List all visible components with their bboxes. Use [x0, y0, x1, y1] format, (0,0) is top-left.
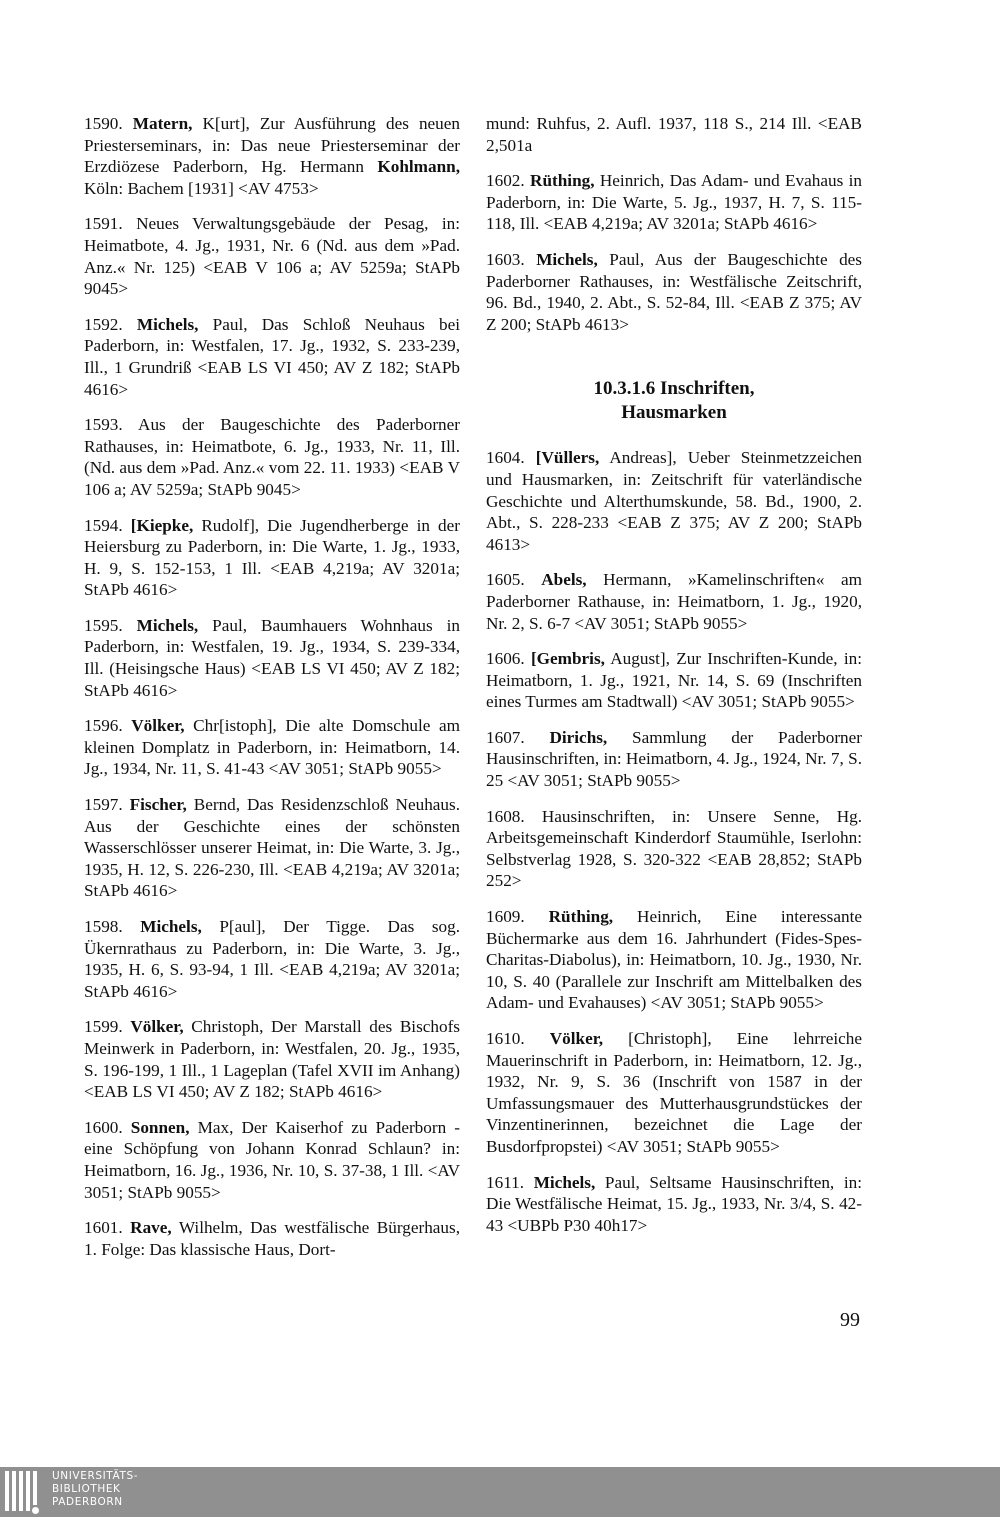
entry-author: Völker, — [549, 1029, 604, 1048]
bibliography-entry — [486, 906, 862, 1014]
section-heading-line2: Hausmarken — [621, 402, 727, 424]
library-footer — [0, 1467, 1000, 1517]
bibliography-entry — [84, 515, 460, 601]
entry-text: Aus der Baugeschichte des Paderborner Rathauses, in: Heimatbote, 6. Jg., 1933, Nr. 11, Ill. (Nd. aus dem »Pad. Anz.« vom 22. 11. 1933) <EAB V 106 a; AV 5259a; StAPb 9045> — [84, 415, 460, 499]
entry-author: Rüthing, — [548, 907, 614, 927]
entry-text: Paul, Seltsame Hausinschriften, in: Die Westfälische Heimat, 15. Jg., 1933, Nr. 3/4, S. 42-43 <UBPb P30 40h17> — [486, 1172, 862, 1235]
entry-text: Paul, Aus der Baugeschichte des Paderborner Rathauses, in: Westfälische Zeitschrift, 96. Bd., 1940, 2. Abt., S. 52-84, Ill. <EAB Z 375; AV Z 200; StAPb 4613> — [486, 249, 862, 334]
entry-text: Rudolf], Die Jugendherberge in der Heiersburg zu Paderborn, in: Die Warte, 1. Jg., 1933, H. 9, S. 152-153, 1 Ill. <EAB 4,219a; AV 3201a; StAPb 4616> — [84, 515, 460, 600]
entry-text: Köln: Bachem [1931] <AV 4753> — [84, 178, 319, 198]
entry-number: 1598. — [84, 917, 123, 936]
entry-text: Christoph, Der Marstall des Bischofs Meinwerk in Paderborn, in: Westfalen, 20. Jg., 1935, S. 196-199, 1 Ill., 1 Lageplan (Tafel XVII im Anhang) <EAB LS VI 450; AV Z 182; StAPb 4616> — [84, 1017, 460, 1102]
entry-number: 1591. — [84, 214, 123, 234]
entry-author: Michels, — [136, 314, 199, 334]
right-column — [486, 113, 862, 1250]
entry-author: Fischer, — [129, 795, 187, 815]
bibliography-entry — [84, 113, 460, 199]
bibliography-entry — [84, 916, 460, 1002]
bibliography-entry — [486, 569, 862, 634]
entry-number: 1610. — [486, 1029, 525, 1048]
entry-text: Max, Der Kaiserhof zu Paderborn - eine Schöpfung von Johann Konrad Schlaun? in: Heimatborn, 16. Jg., 1936, Nr. 10, S. 37-38, 1 Ill. <AV 3051; StAPb 9055> — [84, 1117, 460, 1202]
entry-number: 1605. — [486, 570, 525, 590]
entry-number: 1608. — [486, 806, 525, 826]
bibliography-entry — [486, 170, 862, 235]
entry-number: 1597. — [84, 795, 123, 815]
entry-number: 1606. — [486, 649, 525, 669]
entry-text: K[urt], Zur Ausführung des neuen Priesterseminars, in: Das neue Priesterseminar der Erzdiözese Paderborn, Hg. Hermann — [84, 114, 461, 177]
entry-number: 1600. — [84, 1117, 123, 1137]
entry-text: mund: Ruhfus, 2. Aufl. 1937, 118 S., 214 Ill. <EAB 2,501a — [486, 114, 862, 155]
entry-author: Dirichs, — [549, 727, 608, 747]
bibliography-entry — [486, 806, 862, 892]
bibliography-entry — [84, 314, 460, 400]
section-heading — [486, 377, 862, 425]
bibliography-entry — [486, 447, 862, 555]
library-name-line2: BIBLIOTHEK — [52, 1483, 121, 1495]
entry-author: Michels, — [533, 1172, 596, 1192]
bibliography-entry — [486, 113, 862, 156]
entry-text: Heinrich, Eine interessante Büchermarke aus dem 16. Jahrhundert (Fides-Spes-Charitas-Diabolus), in: Heimatborn, 10. Jg., 1930, Nr. 10, S. 40 (Parallele zur Inschrift am Mittelbalken des Adam- und Evahauses) <AV 3051; StAPb 9055> — [486, 907, 862, 1013]
entry-number: 1595. — [84, 615, 123, 635]
section-heading-line1: 10.3.1.6 Inschriften, — [593, 378, 755, 400]
entry-text: Hermann, »Kamelinschriften« am Paderborner Rathause, in: Heimatborn, 1. Jg., 1920, Nr. 2, S. 6-7 <AV 3051; StAPb 9055> — [486, 570, 863, 633]
entry-text: Andreas], Ueber Steinmetzzeichen und Hausmarken, in: Zeitschrift für vaterländische Geschichte und Alterthumskunde, 58. Bd., 1900, 2. Abt., S. 228-233 <EAB Z 375; AV Z 200; StAPb 4613> — [486, 448, 862, 554]
entry-number: 1593. — [84, 415, 123, 435]
entry-number: 1592. — [84, 314, 123, 334]
entry-author: Michels, — [140, 917, 202, 936]
right-column-entries-top — [486, 113, 862, 335]
entry-text: Chr[istoph], Die alte Domschule am kleinen Domplatz in Paderborn, in: Heimatborn, 14. Jg., 1934, Nr. 11, S. 41-43 <AV 3051; StAPb 9055> — [84, 716, 461, 779]
entry-text: Neues Verwaltungsgebäude der Pesag, in: Heimatbote, 4. Jg., 1931, Nr. 6 (Nd. aus dem »Pad. Anz.« Nr. 125) <EAB V 106 a; AV 5259a; StAPb 9045> — [84, 214, 460, 299]
entry-number: 1602. — [486, 171, 525, 191]
bibliography-entry — [84, 1217, 460, 1260]
right-column-entries-bottom — [486, 447, 862, 1236]
library-name-line3: PADERBORN — [52, 1496, 123, 1508]
bibliography-entry — [486, 1028, 862, 1158]
entry-author: Rüthing, — [530, 171, 595, 191]
library-name-line1: UNIVERSITÄTS- — [52, 1470, 139, 1482]
entry-number: 1590. — [84, 114, 123, 133]
entry-number: 1609. — [486, 907, 525, 927]
entry-text: Heinrich, Das Adam- und Evahaus in Paderborn, in: Die Warte, 5. Jg., 1937, H. 7, S. 115-118, Ill. <EAB 4,219a; AV 3201a; StAPb 4616> — [486, 171, 863, 234]
bibliography-entry — [84, 1117, 460, 1203]
library-name — [52, 1470, 138, 1509]
bibliography-entry — [84, 615, 460, 701]
entry-author: [Vüllers, — [535, 448, 600, 468]
entry-author: Abels, — [541, 570, 587, 590]
bibliography-entry — [486, 648, 862, 713]
entry-author: Rave, — [130, 1218, 172, 1238]
entry-text: August], Zur Inschriften-Kunde, in: Heimatborn, 1. Jg., 1921, Nr. 14, S. 69 (Inschriften eines Turmes am Stadtwall) <AV 3051; StAPb 9055> — [486, 649, 863, 712]
bibliography-entry — [84, 794, 460, 902]
bibliography-entry — [84, 414, 460, 500]
left-column — [84, 113, 460, 1274]
entry-number: 1603. — [486, 249, 525, 269]
bibliography-entry — [84, 213, 460, 299]
entry-number: 1601. — [84, 1218, 123, 1238]
entry-author: Völker, — [130, 1017, 184, 1037]
entry-number: 1599. — [84, 1017, 123, 1037]
entry-author: Völker, — [131, 716, 185, 736]
entry-number: 1594. — [84, 515, 123, 535]
entry-text: Paul, Das Schloß Neuhaus bei Paderborn, in: Westfalen, 17. Jg., 1932, S. 233-239, Ill., 1 Grundriß <EAB LS VI 450; AV Z 182; StAPb 4616> — [84, 314, 461, 399]
entry-text: Bernd, Das Residenzschloß Neuhaus. Aus der Geschichte eines der schönsten Wasserschlösser unserer Heimat, in: Die Warte, 3. Jg., 1935, H. 12, S. 226-230, Ill. <EAB 4,219a; AV 3201a; StAPb 4616> — [84, 795, 460, 901]
entry-text: Sammlung der Paderborner Hausinschriften, in: Heimatborn, 4. Jg., 1924, Nr. 7, S. 25 <AV 3051; StAPb 9055> — [486, 727, 863, 791]
bibliography-entry — [486, 727, 862, 792]
entry-author: Michels, — [136, 615, 199, 635]
bibliography-entry — [84, 1016, 460, 1102]
entry-author: Kohlmann, — [377, 157, 460, 177]
entry-text: [Christoph], Eine lehrreiche Mauerinschrift in Paderborn, in: Heimatborn, 12. Jg., 1932, Nr. 9, S. 36 (Inschrift von 1587 in der Umfassungsmauer des Mutterhausgrundstückes der Vinzentinerinnen, bezeichnet die Lage der Busdorfpropstei) <AV 3051; StAPb 9055> — [486, 1029, 862, 1156]
bibliography-entry — [486, 1172, 862, 1237]
entry-text: Hausinschriften, in: Unsere Senne, Hg. Arbeitsgemeinschaft Kinderdorf Staumühle, Iserlohn: Selbstverlag 1928, S. 320-322 <EAB 28,852; StAPb 252> — [486, 806, 862, 891]
page-number: 99 — [840, 1309, 860, 1331]
entry-author: [Gembris, — [530, 649, 605, 669]
entry-number: 1607. — [486, 727, 525, 747]
entry-author: Matern, — [132, 114, 193, 133]
entry-number: 1604. — [486, 448, 525, 468]
entry-author: Sonnen, — [130, 1117, 190, 1137]
entry-text: Wilhelm, Das westfälische Bürgerhaus, 1. Folge: Das klassische Haus, Dort- — [84, 1218, 460, 1259]
entry-text: P[aul], Der Tigge. Das sog. Ükernrathaus zu Paderborn, in: Die Warte, 3. Jg., 1935, H. 6, S. 93-94, 1 Ill. <EAB 4,219a; AV 3201a; StAPb 4616> — [84, 917, 460, 1001]
entry-number: 1596. — [84, 716, 123, 736]
entry-author: Michels, — [536, 249, 598, 269]
entry-number: 1611. — [486, 1172, 525, 1192]
bibliography-entry — [486, 249, 862, 335]
bibliography-entry — [84, 715, 460, 780]
entry-author: [Kiepke, — [130, 515, 194, 535]
library-logo-icon — [0, 1467, 50, 1517]
entry-text: Paul, Baumhauers Wohnhaus in Paderborn, in: Westfalen, 19. Jg., 1934, S. 239-334, Ill. (Heisingsche Haus) <EAB LS VI 450; AV Z 182; StAPb 4616> — [84, 615, 460, 700]
